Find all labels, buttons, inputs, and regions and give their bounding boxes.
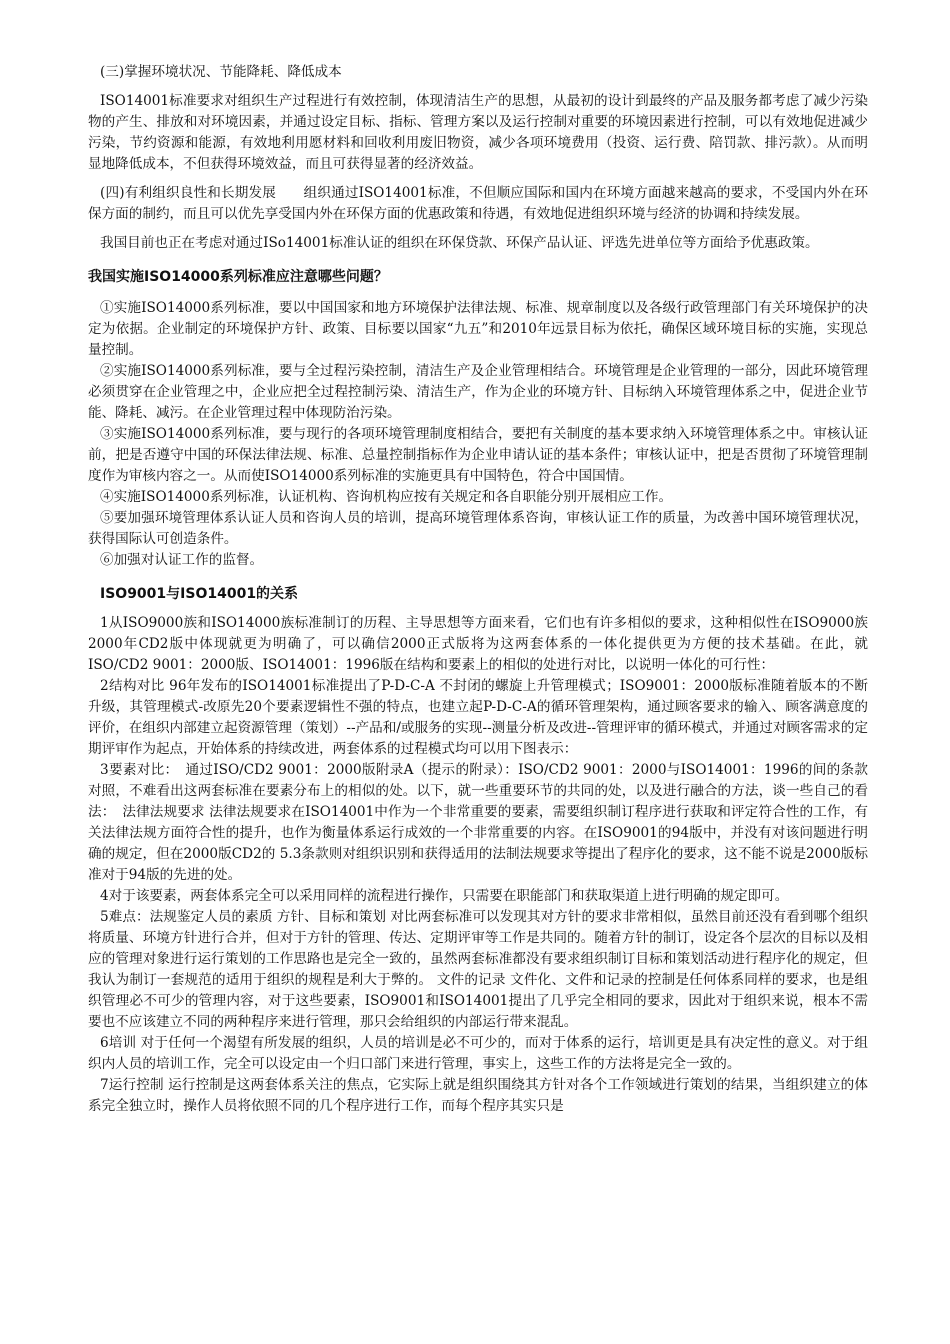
relation-item-6: 6培训 对于任何一个渴望有所发展的组织，人员的培训是必不可少的，而对于体系的运行，培训更是具有决定性的意义。对于组织内人员的培训工作，完全可以设定由一个归口部门来进行管理，事实上，这些工作的方法将是完全一致的。 — [88, 1035, 868, 1072]
issue-item-4: ④实施ISO14000系列标准，认证机构、咨询机构应按有关规定和各自职能分别开展相应工作。 — [100, 489, 673, 505]
paragraph-preferential-policy: 我国目前也正在考虑对通过ISo14001标准认证的组织在环保贷款、环保产品认证、评选先进单位等方面给予优惠政策。 — [100, 235, 819, 251]
issue-item-5: ⑤要加强环境管理体系认证人员和咨询人员的培训，提高环境管理体系咨询，审核认证工作的质量，为改善中国环境管理状况，获得国际认可创造条件。 — [88, 510, 868, 547]
relation-item-3: 3要素对比： 通过ISO/CD2 9001：2000版附录A（提示的附录）：ISO/CD2 9001：2000与ISO14001：1996的间的条款对照，不难看出这两套标准在要素分布上的相似的处。以下，就一些重要环节的共同的处，以及进行融合的方法，谈一些自己的看法： 法律法规要求 法律法规要求在ISO14001中作为一个非常重要的要素，需要组织制订程序进行获取和评定符合性的工作，有关法律法规方面符合性的提升，也作为衡量体系运行成效的一个非常重要的内容。在ISO9001的94版中，并没有对该问题进行明确的规定，但在2000版CD2的 5.3条款则对组织识别和获得适用的法制法规要求等提出了程序化的要求，这不能不说是2000版标准对于94版的先进的处。 — [88, 762, 868, 883]
relation-item-2: 2结构对比 96年发布的ISO14001标准提出了P-D-C-A 不封闭的螺旋上升管理模式；ISO9001：2000版标准随着版本的不断升级，其管理模式-改原先20个要素逻辑性不强的特点，也建立起P-D-C-A的循环管理架构，通过顾客要求的输入、顾客满意度的评价，在组织内部建立起资源管理（策划）--产品和/或服务的实现--测量分析及改进--管理评审的循环模式，并通过对顾客需求的定期评审作为起点，开始体系的持续改进，两套体系的过程模式均可以用下图表示： — [88, 678, 868, 757]
document-page — [88, 62, 868, 1117]
paragraph-long-term-development: (四)有利组织良性和长期发展 组织通过ISO14001标准，不但顺应国际和国内在环境方面越来越高的要求，不受国内外在环保方面的制约，而且可以优先享受国内外在环保方面的优惠政策和待遇，有效地促进组织环境与经济的协调和持续发展。 — [88, 185, 868, 222]
issue-item-6: ⑥加强对认证工作的监督。 — [100, 552, 264, 568]
relation-item-4: 4对于该要素，两套体系完全可以采用同样的流程进行操作，只需要在职能部门和获取渠道上进行明确的规定即可。 — [100, 888, 789, 904]
section-heading-3: (三)掌握环境状况、节能降耗、降低成本 — [100, 64, 342, 80]
section-title-relation: ISO9001与ISO14001的关系 — [100, 586, 299, 602]
relation-item-5: 5难点：法规鉴定人员的素质 方针、目标和策划 对比两套标准可以发现其对方针的要求非常相似，虽然目前还没有看到哪个组织将质量、环境方针进行合并，但对于方针的管理、传达、定期评审等工作是共同的。随着方针的制订，设定各个层次的目标以及相应的管理对象进行运行策划的工作思路也是完全一致的，虽然两套标准都没有要求组织制订目标和策划活动进行程序化的规定，但我认为制订一套规范的适用于组织的规程是利大于弊的。 文件的记录 文件化、文件和记录的控制是任何体系同样的要求，也是组织管理必不可少的管理内容，对于这些要素，ISO9001和ISO14001提出了几乎完全相同的要求，因此对于组织来说，根本不需要也不应该建立不同的两种程序来进行管理，那只会给组织的内部运行带来混乱。 — [88, 909, 868, 1030]
relation-item-1: 1从ISO9000族和ISO14000族标准制订的历程、主导思想等方面来看，它们也有许多相似的要求，这种相似性在ISO9000族2000年CD2版中体现就更为明确了，可以确信2000正式版将为这两套体系的一体化提供更为方便的技术基础。在此，就ISO/CD2 9001：2000版、ISO14001：1996版在结构和要素上的相似的处进行对比，以说明一体化的可行性： — [88, 615, 868, 673]
paragraph-cost-reduction: ISO14001标准要求对组织生产过程进行有效控制，体现清洁生产的思想，从最初的设计到最终的产品及服务都考虑了减少污染物的产生、排放和对环境因素，并通过设定目标、指标、管理方案以及运行控制对重要的环境因素进行控制，可以有效地促进减少污染，节约资源和能源，有效地利用愿材料和回收利用废旧物资，减少各项环境费用（投资、运行费、陪罚款、排污款）。从而明显地降低成本，不但获得环境效益，而且可获得显著的经济效益。 — [88, 93, 868, 172]
issue-item-1: ①实施ISO14000系列标准，要以中国国家和地方环境保护法律法规、标准、规章制度以及各级行政管理部门有关环境保护的决定为依据。企业制定的环境保护方针、政策、目标要以国家“九五”和2010年远景目标为依托，确保区域环境目标的实施，实现总量控制。 — [88, 300, 868, 358]
issue-item-2: ②实施ISO14000系列标准，要与全过程污染控制，清洁生产及企业管理相结合。环境管理是企业管理的一部分，因此环境管理必须贯穿在企业管理之中，企业应把全过程控制污染、清洁生产，作为企业的环境方针、目标纳入环境管理体系之中，促进企业节能、降耗、减污。在企业管理过程中体现防治污染。 — [88, 363, 868, 421]
section-title-issues: 我国实施ISO14000系列标准应注意哪些问题？ — [88, 269, 388, 285]
relation-item-7: 7运行控制 运行控制是这两套体系关注的焦点，它实际上就是组织围绕其方针对各个工作领域进行策划的结果，当组织建立的体系完全独立时，操作人员将依照不同的几个程序进行工作，而每个程序其实只是 — [88, 1077, 868, 1114]
issue-item-3: ③实施ISO14000系列标准，要与现行的各项环境管理制度相结合，要把有关制度的基本要求纳入环境管理体系之中。审核认证前，把是否遵守中国的环保法律法规、标准、总量控制指标作为企业申请认证的基本条件；审核认证中，把是否贯彻了环境管理制度作为审核内容之一。从而使ISO14000系列标准的实施更具有中国特色，符合中国国情。 — [88, 426, 868, 484]
